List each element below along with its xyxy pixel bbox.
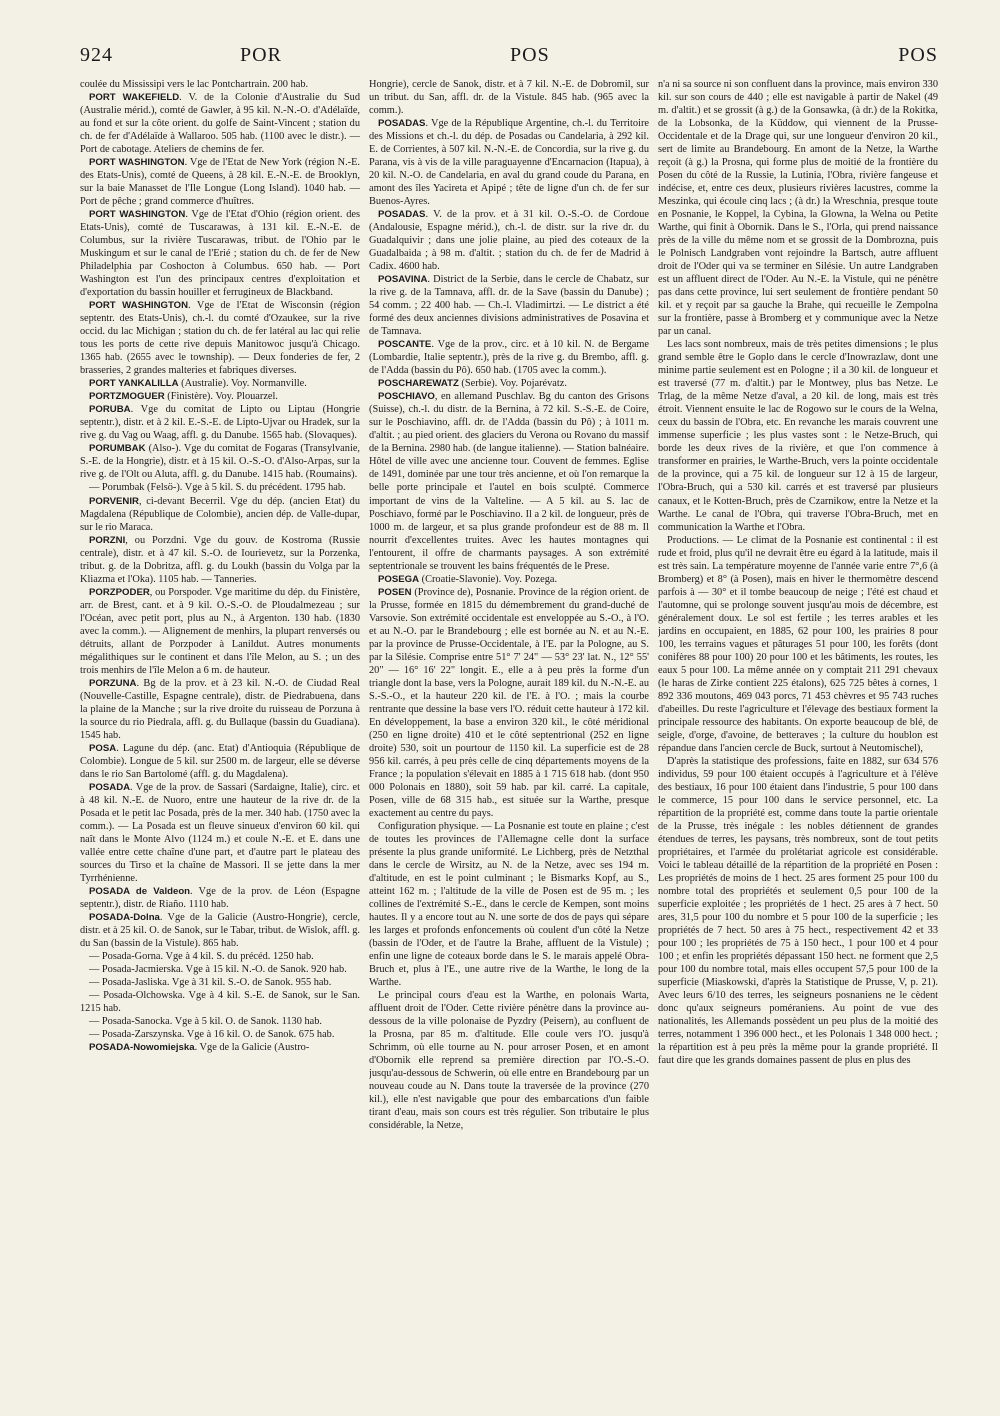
dictionary-entry bbox=[80, 1041, 360, 1054]
entry-headword: POSAVINA bbox=[378, 274, 428, 286]
running-head-right: POS bbox=[898, 44, 938, 66]
entry-headword: POSADA-Nowomiejska bbox=[89, 1042, 195, 1054]
entry-text: . Vge de l'Etat de New York (région N.-E. des Etats-Unis), comté de Queens, à 28 kil. E.-N.-E. de Brooklyn, sur la baie Manasset de l'Ile Longue (Long Island). 1040 hab. — Port de pêche ; grand commerce d'huîtres. bbox=[80, 157, 360, 208]
entry-text: . Vge de la prov. de Sassari (Sardaigne, Italie), circ. et à 48 kil. N.-E. de Nuoro, entre une hauteur de la rive dr. de la Posada et le petit lac Posada, près de la mer. 340 hab. (1750 avec la comm.). — La Posada est un fleuve sinueux d'environ 60 kil. qui naît dans le Monte Alvo (1124 m.) et coule N.-E. et E. dans une vallée entre cette chaîne d'une part, et d'autre part le plateau des sources du Tirso et la chaîne de Massori. Il se jette dans la mer Tyrrhénienne. bbox=[80, 781, 360, 884]
entry-text: . Lagune du dép. (anc. Etat) d'Antioquia (République de Colombie). Longue de 5 kil. sur 2500 m. de largeur, elle se déverse dans le rio San Bartolomé (affl. g. du Magdalena). bbox=[80, 742, 360, 780]
entry-text: n'a ni sa source ni son confluent dans la province, mais environ 330 kil. sur son cours de 440 ; elle est navigable à partir de Nakel (49 m. d'altit.) et se grossit (à g.) de la Gonsawka, (à dr.) de la Rokitka, de la Lobsonka, de la Küddow, qui viennent de la Prusse-Occidentale et de la Drage qui, sur une longueur d'environ 20 kil., sert de limite au Brandebourg. En amont de la Netze, la Warthe reçoit (à g.) la Prosna, qui forme plus de moitié de la frontière du Posen du côté de la Russie, la Lutinia, l'Obra, rivière fangeuse et indécise, et, entre ces deux, plusieurs rivières lacustres, comme la Meszinka, qui écoule cinq lacs ; (à dr.) la Wreschnia, presque toute en Posnanie, le Koppel, la Cybina, la Glowna, la Welna ou Petite Warthe, qui finit à Obornik. Dans le S., l'Orla, qui prend naissance près de la ville du même nom et se grossit de la Dombrozna, puis le Polnisch Landgraben vont rejoindre la Bartsch, autre affluent droit de l'Oder qui va se terminer en Silésie. Un autre Landgraben est un affluent direct de l'Oder. Au N.-E. la Vistule, qui ne pénètre pas dans cette province, lui sert seulement de frontière pendant 50 kil. et y reçoit par sa gauche la Brahe, qui recueille le Zempolna sur la frontière, passe à Bromberg et y communique avec la Netze par un canal. bbox=[658, 79, 938, 338]
dictionary-entry bbox=[369, 273, 649, 338]
entry-text: — Posada-Jacmierska. Vge à 15 kil. N.-O. de Sanok. 920 hab. bbox=[89, 964, 347, 976]
dictionary-entry bbox=[369, 390, 649, 572]
dictionary-entry bbox=[369, 377, 649, 390]
entry-headword: POSADA bbox=[89, 781, 131, 793]
entry-text: — Posada-Sanocka. Vge à 5 kil. O. de Sanok. 1130 hab. bbox=[89, 1016, 322, 1028]
dictionary-entry bbox=[658, 78, 938, 338]
entry-text: (Serbie). Voy. Pojarévatz. bbox=[458, 378, 567, 390]
entry-headword: POSADAS bbox=[378, 118, 426, 130]
dictionary-entry bbox=[369, 78, 649, 117]
dictionary-entry bbox=[80, 91, 360, 156]
entry-text: D'après la statistique des professions, faite en 1882, sur 634 576 individus, 59 pour 100 étaient occupés à l'agriculture et à l'élève des bestiaux, 16 pour 100 étaient dans l'industrie, 5 pour 100 dans le commerce, 15 pour 100 dans le service personnel, etc. La répartition de la propriété est, comme dans toute la partie orientale de la Prusse, très inégale : les nobles détiennent de grandes étendues de terres, les paysans, très nombreux, sont de tout petits propriétaires, et l'armée du prolétariat agricole est considérable. Voici le tableau détaillé de la répartition de la propriété en Posen : Les propriétés de moins de 1 hect. 25 ares forment 25 pour 100 du nombre total des propriétés et seulement 0,5 pour 100 de la superficie exploitée ; les propriétés de 1 hect. 25 ares à 7 hect. 50 ares, 31,5 pour 100 du nombre et 5 pour 100 de la superficie ; les propriétés de 7 hect. 50 ares à 75 hect., respectivement 42 et 33 pour 100 ; les propriétés de 75 à 150 hect., 1 pour 100 et 4 pour 100 ; et enfin les propriétés dépassant 150 hect. ne forment que 2,5 pour 100 du nombre total, mais elles occupent 57,5 pour 100 de la superficie (Miaskowski, d'après la Statistique de Prusse, V, p. 21). Avec leurs 6/10 des terres, les seigneurs posnaniens ne le cèdent donc qu'aux seigneurs poméraniens. Au point de vue des nationalités, les Allemands possèdent un peu plus de la moitié des terres, notamment 1 396 000 hect., et les Polonais 1 348 000 hect. ; la répartition est à peu près la même pour la grande propriété. Il faut dire que les grands domaines passent de plus en plus des bbox=[658, 755, 938, 1067]
dictionary-entry bbox=[369, 338, 649, 377]
entry-text: . Vge de la prov., circ. et à 10 kil. N. de Bergame (Lombardie, Italie septentr.), près de la rive g. du Brembo, affl. g. de l'Adda (bassin du Pô). 650 hab. (1705 avec la comm.). bbox=[369, 339, 649, 377]
entry-headword: PORTZMOGUER bbox=[89, 391, 165, 403]
dictionary-entry bbox=[80, 534, 360, 586]
entry-text: — Posada-Olchowska. Vge à 4 kil. S.-E. de Sanok, sur le San. 1215 hab. bbox=[80, 990, 360, 1015]
entry-text: , ou Porzdni. Vge du gouv. de Kostroma (Russie centrale), distr. et à 47 kil. S.-O. de Iourievetz, sur la Porzenka, tribut. g. de la Dobritza, affl. g. du Loukh (bassin du Volga par la Kliazma et l'Oka). 1105 hab. — Tanneries. bbox=[80, 534, 360, 585]
dictionary-entry bbox=[80, 989, 360, 1015]
dictionary-entry bbox=[369, 117, 649, 208]
entry-text: — Porumbak (Felsö-). Vge à 5 kil. S. du précédent. 1795 hab. bbox=[89, 482, 346, 494]
entry-text: Configuration physique. — La Posnanie est toute en plaine ; c'est de toutes les provinces de l'Allemagne celle dont la surface présente la plus grande uniformité. Le Lichberg, près de Netzthal dans le cercle de Wirsitz, au N. de la Netze, avec ses 194 m. d'altitude, en est le point culminant ; le Bismarks Kopf, au S., atteint 162 m. ; l'altitude de la ville de Posen est de 95 m. ; les collines de l'extrémité S.-E., dans le cercle de Kempen, sont moins hautes. Il y a encore tout au N. une sorte de dos de pays qui sépare les larges et profonds enfoncements où coulent d'un côté la Netze (bassin de l'Oder, et de l'autre la Brahe, affluent de la Vistule) ; enfin une ligne de coteaux borde dans le S. le marais appelé Obra-Bruch et, plus à l'E., une autre rive de la Warthe, le long de la Warthe. bbox=[369, 820, 649, 989]
dictionary-entry bbox=[369, 989, 649, 1132]
entry-headword: PORT YANKALILLA bbox=[89, 378, 179, 390]
column-2 bbox=[369, 78, 649, 1396]
entry-text: coulée du Mississipi vers le lac Pontchartrain. 200 hab. bbox=[80, 79, 309, 90]
entry-text: — Posada-Zarszynska. Vge à 16 kil. O. de Sanok. 675 hab. bbox=[89, 1029, 335, 1041]
entry-text: . V. de la prov. et à 31 kil. O.-S.-O. de Cordoue (Andalousie, Espagne mérid.), ch.-l. de distr. sur la rive dr. du Guadalquivir ; dans une jolie plaine, au pied des coteaux de la Guadalbaida ; à 98 m. d'altit. ; station du ch. de fer de Madrid à Cadix. 4600 hab. bbox=[369, 209, 649, 273]
entry-headword: POSCHAREWATZ bbox=[378, 378, 459, 390]
column-1 bbox=[80, 78, 360, 1396]
dictionary-entry bbox=[80, 950, 360, 963]
entry-text: . Vge de la prov. de Léon (Espagne septentr.), distr. de Riaño. 1110 hab. bbox=[80, 885, 360, 910]
entry-text: . V. de la Colonie d'Australie du Sud (Australie mérid.), comté de Gawler, à 95 kil. N.-N.-O. d'Adélaïde, au fond et sur la côte orient. du golfe de Saint-Vincent ; station du ch. de fer d'Adélaïde à Wallaroo. 505 hab. (1100 avec le distr.). — Port de cabotage. Ateliers de chemins de fer. bbox=[80, 92, 360, 156]
entry-headword: PORT WAKEFIELD bbox=[89, 92, 180, 104]
page-header bbox=[80, 44, 938, 78]
entry-text: (Croatie-Slavonie). Voy. Pozega. bbox=[419, 573, 558, 585]
entry-text: . Vge de la Galicie (Austro-Hongrie), cercle, distr. et à 25 kil. O. de Sanok, sur le Tabar, tribut. de Wislok, affl. g. du San (bassin de la Vistule). 865 hab. bbox=[80, 912, 360, 950]
entry-text: Les lacs sont nombreux, mais de très petites dimensions ; le plus grand semble être le Goplo dans le cercle d'Inowrazlaw, dont une minime partie seulement est en Pologne ; il a 30 kil. de longueur et est traversé (77 m. d'altit.) par le Montwey, plus bas Netze. Le Trlag, de la même Netze d'aval, a 20 kil. de long, mais est très étroit. Viennent ensuite le lac de Rogowo sur le cours de la Welna, ceux du bassin de l'Obra, etc. En revanche les marais couvrent une immense superficie ; les plus vastes sont : le Netze-Bruch, qui borde les deux rives de la rivière, et que l'on commence à transformer en prairies, le Warthe-Bruch, vers la pointe occidentale de la province, qui a 75 kil. de longueur sur 12 à 15 de largeur, l'Obra-Bruch, qui a 530 kil. carrés et est traversé par plusieurs canaux, et le Kotten-Bruch, près de Czarnikow, entre la Netze et la Warthe. Le canal de l'Obra, qui traverse l'Obra-Bruch, met en communication la Warthe et l'Obra. bbox=[658, 339, 938, 533]
entry-text: , ci-devant Becerril. Vge du dép. (ancien Etat) du Magdalena (République de Colombie), ancien dép. de Valle-dupar, sur le rio Maraca. bbox=[80, 495, 360, 533]
dictionary-entry bbox=[658, 755, 938, 1067]
dictionary-entry bbox=[80, 299, 360, 377]
running-head-center: POS bbox=[510, 44, 550, 66]
dictionary-entry bbox=[80, 1028, 360, 1041]
dictionary-entry bbox=[80, 586, 360, 677]
entry-text: . Vge de la République Argentine, ch.-l. du Territoire des Missions et ch.-l. du dép. de Posadas ou Candelaria, à 292 kil. E. de Corrientes, à 507 kil. N.-N.-E. de Concordia, sur la rive g. du Parana, vis à vis de la ville paraguayenne d'Encarnacion (Itapua), à 20 kil. N.-O. de Candelaria, en aval du grand coude du Parana, en amont des îles Yacireta et Apipé ; tête de ligne d'un ch. de fer sur Buenos-Ayres. bbox=[369, 118, 649, 208]
entry-headword: POSCANTE bbox=[378, 339, 432, 351]
dictionary-entry bbox=[369, 208, 649, 273]
dictionary-entry bbox=[80, 495, 360, 534]
page-number: 924 bbox=[80, 44, 113, 66]
dictionary-entry bbox=[80, 78, 360, 91]
dictionary-entry bbox=[80, 885, 360, 911]
dictionary-entry bbox=[80, 742, 360, 781]
entry-text: , ou Porspoder. Vge maritime du dép. du Finistère, arr. de Brest, cant. et à 9 kil. O.-S.-O. de Ploudalmezeau ; sur l'Océan, avec petit port, plus au N., à Argenton. 130 hab. (1830 avec la comm.). — Alignement de menhirs, la plupart renversés ou détruits, allant de Porzpoder à Lanildut. Autres monuments mégalithiques sur le continent et dans l'île Melon, au S. ; un des trois menhirs de l'île Melon a 6 m. de hauteur. bbox=[80, 586, 360, 676]
dictionary-entry bbox=[369, 573, 649, 586]
entry-headword: POSEGA bbox=[378, 573, 420, 585]
entry-text: . Vge de l'Etat de Wisconsin (région septentr. des Etats-Unis), ch.-l. du comté d'Ozaukee, sur la rive occid. du lac Michigan ; station du ch. de fer latéral au lac qui relie tous les ports de cette rive depuis Manitowoc jusqu'à Chicago. 1365 hab. (2655 avec le township). — Deux fonderies de fer, 2 brasseries, 2 grandes malteries et fabriques diverses. bbox=[80, 300, 360, 377]
entry-text: (Also-). Vge du comitat de Fogaras (Transylvanie, S.-E. de la Hongrie), distr. et à 15 kil. O.-S.-O. d'Also-Arpas, sur la rive g. de l'Olt ou Aluta, affl. g. du Danube. 1415 hab. (Roumains). bbox=[80, 443, 360, 481]
dictionary-entry bbox=[658, 534, 938, 755]
dictionary-entry bbox=[80, 156, 360, 208]
column-3 bbox=[658, 78, 938, 1396]
entry-text: — Posada-Gorna. Vge à 4 kil. S. du précéd. 1250 hab. bbox=[89, 951, 314, 963]
dictionary-entry bbox=[80, 677, 360, 742]
entry-text: Productions. — Le climat de la Posnanie est continental : il est rude et froid, plus qu'il ne devrait être eu égard à la latitude, mais il est très sain. La température moyenne de l'année varie entre 7°,6 (à Bromberg) et 8° (à Posen), mais en hiver le thermomètre descend parfois à — 30° et il tombe beaucoup de neige ; l'été est chaud et l'automne, qui se prolonge souvent jusqu'au mois de décembre, est généralement doux. Le sol est fertile ; les terres arables et les jardins en occupaient, en 1885, 62 pour 100, les prairies 8 pour 100, les terrains vagues et pâturages 51 pour 100, les forêts (dont conifères 88 pour 100) 20 pour 100 et les bâtiments, les routes, les eaux 5 pour 100. La même année on y comptait 211 291 chevaux (le haras de Zirke contient 225 étalons), 625 725 bêtes à cornes, 1 892 336 moutons, 469 043 porcs, 71 453 chèvres et 95 743 ruches d'abeilles. Du reste l'agriculture et l'élevage des bestiaux forment la principale ressource des habitants. On exporte beaucoup de blé, de seigle, d'orge, d'avoine, de betteraves ; la culture du houblon est répandue dans l'ancien cercle de Buck, surtout à Neutomischel), bbox=[658, 534, 938, 754]
dictionary-entry bbox=[80, 911, 360, 950]
entry-text: — Posada-Jasliska. Vge à 31 kil. S.-O. de Sanok. 955 hab. bbox=[89, 977, 332, 989]
dictionary-entry bbox=[369, 586, 649, 820]
entry-text: (Finistère). Voy. Plouarzel. bbox=[164, 391, 278, 403]
entry-text: , en allemand Puschlav. Bg du canton des Grisons (Suisse), ch.-l. du distr. de la Bernina, à 72 kil. S.-S.-E. de Coire, sur le Poschiavino, affl. dr. de l'Adda (bassin du Pô) ; à 1011 m. d'altit. ; au pied orient. des glaciers du Verona ou Rovano du massif de la Bernina. 2980 hab. (de langue italienne). — Station balnéaire. Hôtel de ville avec une ancienne tour. Couvent de femmes. Eglise de 1491, dominée par une tour très ancienne, et où l'on remarque la belle porte principale et l'autel en bois sculpté. Commerce important de vins de la Valteline. — A 5 kil. au S. lac de Poschiavo, formé par le Poschiavino. Il a 2 kil. de longueur, près de 1000 m. de largeur, et sa plus grande profondeur est de 88 m. Il nourrit d'excellentes truites. Avec les hautes montagnes qui l'entourent, il offre de charmants paysages. A son extrémité septentrionale se trouvent les bains fréquentés de le Prese. bbox=[369, 391, 649, 572]
dictionary-entry bbox=[80, 442, 360, 481]
dictionary-entry bbox=[80, 481, 360, 494]
dictionary-entry bbox=[80, 403, 360, 442]
dictionary-entry bbox=[80, 390, 360, 403]
entry-headword: POSA bbox=[89, 742, 117, 754]
entry-headword: POSADA-Dolna bbox=[89, 912, 160, 923]
entry-headword: PORZPODER bbox=[89, 586, 150, 598]
entry-headword: POSADA de Valdeon bbox=[89, 885, 191, 897]
dictionary-entry bbox=[80, 377, 360, 390]
dictionary-entry bbox=[80, 208, 360, 299]
entry-text: . Vge de la Galicie (Austro- bbox=[194, 1042, 310, 1054]
text-columns bbox=[80, 78, 938, 1396]
entry-headword: PORZNI bbox=[89, 534, 126, 546]
dictionary-entry bbox=[80, 1015, 360, 1028]
dictionary-entry bbox=[80, 963, 360, 976]
dictionary-entry bbox=[80, 781, 360, 885]
entry-text: . District de la Serbie, dans le cercle de Chabatz, sur la rive g. de la Tamnava, affl. dr. de la Save (bassin du Danube) ; 54 comm. ; 22 400 hab. — Ch.-l. Vladimirtzi. — Le district a été formé des deux anciennes divisions administratives de Posavina et de Tamnava. bbox=[369, 274, 649, 338]
entry-headword: POSCHIAVO bbox=[378, 391, 435, 403]
entry-headword: POSEN bbox=[378, 586, 412, 598]
entry-headword: PORT WASHINGTON bbox=[89, 300, 189, 312]
entry-text: Le principal cours d'eau est la Warthe, en polonais Warta, affluent droit de l'Oder. Cette rivière pénètre dans la province au-dessous de la ville polonaise de Pyzdry (Peisern), au confluent de la Prosna, par 85 m. d'altitude. Elle coule vers l'O. jusqu'à Schrimm, où elle tourne au N. pour arroser Posen, et en amont d'Obornik elle reprend sa première direction par l'O.-S.-O. jusqu'au-dessous de Schwerin, où elle entre en Brandebourg par un nouveau coude au N. Dans toute la traversée de la province (270 kil.), elle n'est navigable que pour des embarcations d'un faible tirant d'eau, mais son cours est très régulier. Son tributaire le plus considérable, la Netze, bbox=[369, 990, 649, 1132]
dictionary-entry bbox=[658, 338, 938, 533]
entry-headword: PORT WASHINGTON bbox=[89, 157, 185, 169]
entry-text: . Vge de l'Etat d'Ohio (région orient. des Etats-Unis), comté de Tuscarawas, à 131 kil. E.-N.-E. de Columbus, sur la rivière Tuscarawas, tribut. de l'Ohio par le Muskingum et sur le canal de l'Erié ; station du ch. de fer de New Philadelphia par Coshocton à Columbus. 650 hab. — Port Washington est l'un des principaux centres d'exploitation et d'exportation du bassin houiller et ferrugineux de Blackband. bbox=[80, 209, 360, 299]
entry-headword: PORVENIR bbox=[89, 495, 139, 507]
dictionary-entry bbox=[80, 976, 360, 989]
entry-text: Hongrie), cercle de Sanok, distr. et à 7 kil. N.-E. de Dobromil, sur un tribut. du San, affl. dr. de la Vistule. 845 hab. (965 avec la comm.). bbox=[369, 79, 649, 117]
entry-headword: PORZUNA bbox=[89, 677, 137, 689]
entry-headword: PORT WASHINGTON bbox=[89, 209, 186, 221]
entry-headword: PORUMBAK bbox=[89, 443, 146, 455]
running-head-left: POR bbox=[240, 44, 282, 66]
entry-text: (Province de), Posnanie. Province de la région orient. de la Prusse, formée en 1815 du démembrement du grand-duché de Varsovie. Son extrémité occidentale est enveloppée au S.-O., à l'O. et au N.-O. par le Brandebourg ; elle est bornée au N. et au N.-E. par la province de Prusse-Occidentale, à l'E. par la Pologne, au S. par la Silésie. Comprise entre 51° 7' 24" — 53° 23' lat. N., 12° 55' 20" — 16° 16' 22" longit. E., elle a à peu près la forme d'un triangle dont la base, vers la Pologne, aurait 189 kil. du N.-N.-E. au S.-S.-O., et la hauteur 220 kil. de l'E. à l'O. ; mais la courbe rentrante que dessine la base vers l'O. réduit cette hauteur à 172 kil. En développement, la base a environ 320 kil., le côté méridional (250 en ligne droite) 410 et le côté septentrional (252 en ligne droite) 530, soit un pourtour de 1150 kil. La superficie est de 28 956 kil. carrés, à peu près celle de cinq départements moyens de la France ; la population s'élevait en 1885 à 1 715 618 hab. (dont 950 000 Polonais en 1880), soit 59 hab. par kil. carré. La capitale, Posen, ville de 68 315 hab., est située sur la Warthe, presque exactement au centre du pays. bbox=[369, 586, 649, 819]
entry-headword: PORUBA bbox=[89, 404, 131, 416]
dictionary-entry bbox=[369, 820, 649, 989]
entry-text: . Vge du comitat de Lipto ou Liptau (Hongrie septentr.), distr. et à 2 kil. E.-S.-E. de Lipto-Ujvar ou Hradek, sur la rive g. du Vag ou Waag, affl. g. du Danube. 1565 hab. (Slovaques). bbox=[80, 404, 360, 442]
entry-headword: POSADAS bbox=[378, 209, 426, 221]
entry-text: (Australie). Voy. Normanville. bbox=[178, 378, 307, 390]
entry-text: . Bg de la prov. et à 23 kil. N.-O. de Ciudad Real (Nouvelle-Castille, Espagne centrale), distr. de Piedrabuena, dans la plaine de la Manche ; sur la rive droite du ruisseau de Porzuna à la source du rio Piedrala, affl. g. du Bullaque (bassin du Guadiana). 1545 hab. bbox=[80, 677, 360, 741]
